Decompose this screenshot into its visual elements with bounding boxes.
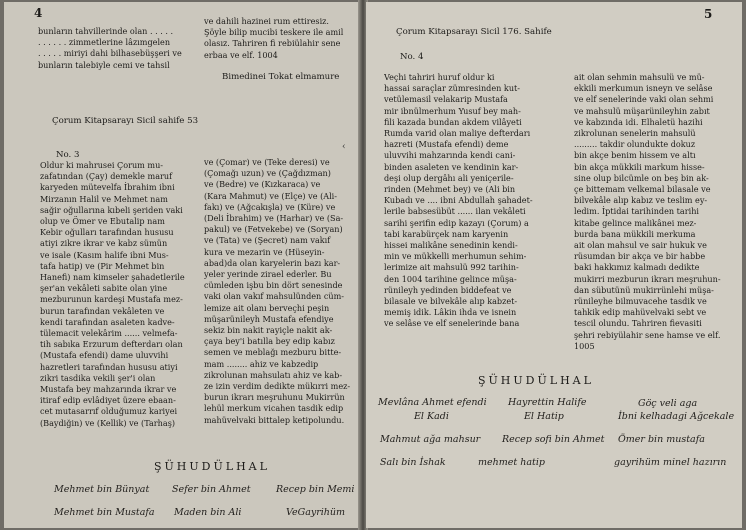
left-witness-6: VeGayrihüm xyxy=(286,507,346,518)
right-record-heading: Çorum Kitapsarayı Sicil 176. Sahife xyxy=(396,27,552,37)
right-col1-line-10: deşi olup dergâhı ali yeniçerile- xyxy=(384,172,514,183)
right-witness-7: Mahmut ağa mahsur xyxy=(380,434,481,445)
left-col1-line-4: Mirzanın Halil ve Mehmet nam xyxy=(40,193,168,204)
left-col1-line-6: olup ve Ömer ve Ebutalip nam xyxy=(40,216,165,227)
right-page xyxy=(366,2,742,528)
left-col1-line-5: sağir oğullarına kıbeli şeriden vaki xyxy=(40,204,183,215)
left-witness-2: Sefer bin Ahmet xyxy=(172,484,251,495)
left-col2-line-4: (Kara Mahmut) ve (Elçe) ve (Ali- xyxy=(204,190,337,201)
left-top-col1-line-3: . . . . . miriyi dahi bilhasebüşşeri ve xyxy=(38,48,182,59)
left-witness-4: Mehmet bin Mustafa xyxy=(54,507,155,518)
left-col1-line-9: ve isale (Kasım halife ibni Mus- xyxy=(40,249,169,260)
left-col1-line-10: tafa hatip) ve (Pir Mehmet bin xyxy=(40,260,165,271)
right-witness-12: gayrihüm minel hazırın xyxy=(614,457,727,468)
right-col2-line-13: ledim. İptidai tarihinden tarihi xyxy=(574,206,699,217)
left-col2-line-9: kura ve mezarin ve (Hüseyin- xyxy=(204,246,325,257)
right-record-number: No. 4 xyxy=(400,52,424,62)
left-col1-line-8: atiyi zikre ikrar ve kabz sümün xyxy=(40,238,168,249)
right-col1-line-13: lerile babsesübüt ...... ilan vekâleti xyxy=(384,206,526,217)
right-col1-line-23: ve selâse ve elf senelerinde bana xyxy=(384,318,520,329)
left-col1-line-2: zafatından (Çay) demekle maruf xyxy=(40,171,173,182)
right-witness-3: Göç veli aga xyxy=(638,398,698,409)
right-col2-line-24: şehri rebiyülahir sene hamse ve elf. xyxy=(574,329,721,340)
right-body-column-2 xyxy=(574,72,730,352)
left-top-col2-line-2: Şöyle bilip mucibi teskere ile amil xyxy=(204,27,344,38)
left-col2-line-10: abad)da olan karyelerin bazı kar- xyxy=(204,257,341,268)
left-col1-line-24: (Baydiğin) ve (Kellik) ve (Tarhaş) xyxy=(40,417,176,428)
right-witness-4: El Kadi xyxy=(414,411,449,422)
left-col1-line-7: Kebir oğulları tarafından hususu xyxy=(40,227,174,238)
left-witness-5: Maden bin Ali xyxy=(174,507,242,518)
left-col2-line-15: müşarünileyh Mustafa efendiye xyxy=(204,313,334,324)
right-page-number: 5 xyxy=(704,7,713,21)
right-witness-5: El Hatip xyxy=(524,411,564,422)
right-col2-line-3: ve elf senelerinde vaki olan sehmi xyxy=(574,94,714,105)
right-col1-line-14: sarihi şerifin edip kazayı (Çorum) a xyxy=(384,217,529,228)
right-col1-line-12: Kubadı ve .... ibni Abdullah şahadet- xyxy=(384,195,533,206)
left-col1-line-1: Oldur ki mahrusei Çorum mu- xyxy=(40,160,164,170)
right-col1-line-11: rinden (Mehmet bey) ve (Ali bin xyxy=(384,184,516,195)
left-margin-mark: ‹ xyxy=(342,142,346,152)
right-col1-line-15: tabi karabürçek nam karyenin xyxy=(384,228,509,239)
right-col2-line-2: ekkili merkumun isneyn ve selâse xyxy=(574,83,713,94)
right-body-column-1 xyxy=(384,72,554,330)
right-col1-line-9: binden asaleten ve kendinin kar- xyxy=(384,161,519,172)
right-col1-line-17: min ve mükkelli merhumun sehim- xyxy=(384,251,527,262)
left-col2-line-3: ve (Bedre) ve (Kızkaraca) ve xyxy=(204,179,321,190)
right-col2-line-7: ......... takdir olundukte dokuz xyxy=(574,139,696,150)
right-witness-8: Recep sofi bin Ahmet xyxy=(502,434,605,445)
left-col2-line-6: (Deli İbrahim) ve (Harhar) ve (Sa- xyxy=(204,213,344,224)
left-col2-line-5: fakı) ve (Ağcakışla) ve (Küre) ve xyxy=(204,201,336,212)
right-col2-line-11: çe bittemam velkemal bilasale ve xyxy=(574,184,711,195)
left-col2-line-8: ve (Tata) ve (Şecret) nam vakıf xyxy=(204,235,331,246)
left-witness-3: Recep bin Memi xyxy=(276,484,355,495)
right-col2-line-17: rüsumdan bir akça ve bir habbe xyxy=(574,251,706,262)
right-col1-line-20: rünileyh yedinden biddefeat ve xyxy=(384,284,512,295)
right-col2-line-8: bin akçe benim hissem ve altı xyxy=(574,150,696,161)
left-col2-line-24: mahüvelvaki bittalep ketipolundu. xyxy=(204,414,345,425)
right-col1-line-2: hassai saraçlar zümresinden kut- xyxy=(384,83,521,94)
left-col1-line-22: itiraf edip evlâdiyet üzere ebaan- xyxy=(40,395,176,406)
left-col2-line-1: ve (Çomar) ve (Teke deresi) ve xyxy=(204,157,330,167)
left-col1-line-12: şer'an vekâleti sabite olan yine xyxy=(40,283,168,294)
left-col2-line-16: sekiz bin nakit rayiçle nakit ak- xyxy=(204,325,333,336)
left-top-column-1 xyxy=(38,26,188,71)
left-col1-line-11: Hanefi) nam kimseler şahadetlerile xyxy=(40,272,185,283)
left-top-col1-line-2: . . . . . . zimmetlerine lâzımgelen xyxy=(38,37,171,48)
right-witness-9: Ömer bin mustafa xyxy=(618,434,705,445)
left-col1-line-20: zikri tasdika vekili şer'i olan xyxy=(40,372,156,383)
right-col1-line-7: hazreti (Mustafa efendi) deme xyxy=(384,139,509,150)
left-col1-line-16: tülemacit velekârim ...... velmefa- xyxy=(40,328,178,339)
right-col1-line-8: uluvvihi mahzarında kendi cani- xyxy=(384,150,516,161)
left-body-column-2 xyxy=(204,157,356,426)
left-page-number: 4 xyxy=(34,6,43,20)
right-witness-11: mehmet hatip xyxy=(478,457,545,468)
right-col1-line-3: vetülemasil velakarip Mustafa xyxy=(384,94,508,105)
left-shuhudulhal-heading: ŞÜHUDÜLHAL xyxy=(154,460,270,473)
left-top-col2-line-4: erbaa ve elf. 1004 xyxy=(204,49,278,60)
left-col1-line-14: burun tarafından vekâleten ve xyxy=(40,305,165,316)
right-col2-line-6: zikrolunan senelerin mahsulü xyxy=(574,128,696,139)
right-col2-line-5: ve kabzında idi. Elhaletü hazihi xyxy=(574,116,703,127)
left-col1-line-19: hazretleri tarafından hususu atiyi xyxy=(40,361,178,372)
right-col2-line-22: tahkik edip mahüvelvaki sebt ve xyxy=(574,307,707,318)
left-top-col1-line-1: bunların tahvillerinde olan . . . . . xyxy=(38,26,174,36)
left-col1-line-13: mezburunun kardeşi Mustafa mez- xyxy=(40,294,183,305)
left-col2-line-2: (Çomağı uzun) ve (Çağdızman) xyxy=(204,168,331,179)
right-col2-line-1: ait olan sehmin mahsulü ve mü- xyxy=(574,72,705,82)
right-col1-line-6: Rumda varid olan maliye defterdarı xyxy=(384,128,531,139)
left-col2-line-17: çaya bey'i batılla bey edip kabız xyxy=(204,336,335,347)
left-col2-line-12: cümleden işbu bin dört senesinde xyxy=(204,280,343,291)
right-col1-line-4: mir ibnülmerhum Yusuf bey mah- xyxy=(384,105,521,116)
left-top-column-2 xyxy=(204,16,354,61)
right-col2-line-25: 1005 xyxy=(574,340,595,351)
right-witness-10: Salı bin İshak xyxy=(380,457,446,468)
left-record-number: No. 3 xyxy=(56,150,80,160)
left-col1-line-3: karyeden mütevelfa İbrahim ibni xyxy=(40,182,175,193)
left-col2-line-14: lemize ait olanı berveçhi peşin xyxy=(204,302,330,313)
left-col2-line-18: semen ve meblağı mezburu bitte- xyxy=(204,347,342,358)
right-col1-line-21: bilasale ve bilvekâle alıp kabzet- xyxy=(384,296,518,307)
right-col2-line-16: ait olan mahsul ve sair hukuk ve xyxy=(574,240,707,251)
left-body-column-1 xyxy=(40,160,192,429)
left-col1-line-17: tih sabıka Erzurum defterdarı olan xyxy=(40,339,183,350)
right-col2-line-10: sine olup bilcümle on beş bin ak- xyxy=(574,172,709,183)
right-col2-line-9: bin akça mükkili markum hisse- xyxy=(574,161,705,172)
left-col2-line-7: pakul) ve (Fetvekebe) ve (Soryan) xyxy=(204,224,343,235)
left-col2-line-22: burun ikrarı meşruhunu Mukirrün xyxy=(204,392,345,403)
left-col2-line-20: zikrolunan mahsulatı ahiz ve kab- xyxy=(204,369,343,380)
right-col2-line-20: dan sübutünü mukirrünlehi müşa- xyxy=(574,284,714,295)
right-col2-line-14: kitabe gelince malikânei mez- xyxy=(574,217,697,228)
right-col1-line-18: lerimize ait mahsulü 992 tarihin- xyxy=(384,262,519,273)
right-col2-line-4: ve mahsulü müşarünileyhin zabıt xyxy=(574,105,710,116)
right-col2-line-18: baki hakkımız kalmadı dedikte xyxy=(574,262,700,273)
left-col2-line-19: mam ........ ahiz ve kabzedip xyxy=(204,358,319,369)
right-witness-2: Hayrettin Halife xyxy=(508,397,587,408)
left-col2-line-11: yeler yerinde zirael ederler. Bu xyxy=(204,269,332,280)
left-top-col2-line-1: ve dahili hazinei rum ettiresiz. xyxy=(204,16,329,26)
right-shuhudulhal-heading: ŞÜHUDÜLHAL xyxy=(478,374,594,387)
left-page xyxy=(4,2,360,528)
right-col2-line-23: tescil olundu. Tahriren fievasiti xyxy=(574,318,702,329)
left-col1-line-18: (Mustafa efendi) dame uluvvihi xyxy=(40,350,169,361)
right-col2-line-19: mukirri mezburun ikrarı meşruhun- xyxy=(574,273,721,284)
left-col2-line-13: vaki olan vakıf mahsulünden cüm- xyxy=(204,291,345,302)
left-col1-line-21: Mustafa bey mahzarında ikrar ve xyxy=(40,384,177,395)
right-witness-6: İbni kelhadagi Ağcekale xyxy=(618,411,735,422)
right-col1-line-1: Veçhi tahriri huruf oldur ki xyxy=(384,72,495,82)
right-col2-line-12: bilvekâle alıp kabız ve teslim ey- xyxy=(574,195,708,206)
left-record-heading: Çorum Kitapsarayı Sicil sahife 53 xyxy=(52,116,199,126)
left-col1-line-15: kendi tarafından asaleten kadve- xyxy=(40,316,175,327)
left-witness-1: Mehmet bin Bünyat xyxy=(54,484,150,495)
right-witness-1: Mevlâna Ahmet efendi xyxy=(378,397,487,408)
right-col2-line-15: burda bana mükkili merkuma xyxy=(574,228,696,239)
left-col2-line-23: lehül merkum vicahen tasdik edip xyxy=(204,403,344,414)
bimedinei-line: Bimedinei Tokat elmamure xyxy=(222,72,340,82)
right-col1-line-22: memiş idik. Lâkin ihda ve isnein xyxy=(384,307,517,318)
right-col1-line-16: hissei malikâne senedinin kendi- xyxy=(384,240,518,251)
right-col2-line-21: rünileyhe bilmuvacehe tasdik ve xyxy=(574,296,707,307)
left-col2-line-21: ze izin verdim dedikte mükırri mez- xyxy=(204,381,351,392)
right-col1-line-5: fili kazada bundan akdem vilâyeti xyxy=(384,116,522,127)
left-col1-line-23: cet mutasarrıf olduğumuz kariyei xyxy=(40,406,178,417)
left-top-col2-line-3: olasız. Tahriren fi rebiülahir sene xyxy=(204,38,341,49)
left-top-col1-line-4: bunların talebiyle cemi ve tahsil xyxy=(38,59,170,70)
right-col1-line-19: den 1004 tarihine gelince müşa- xyxy=(384,273,517,284)
